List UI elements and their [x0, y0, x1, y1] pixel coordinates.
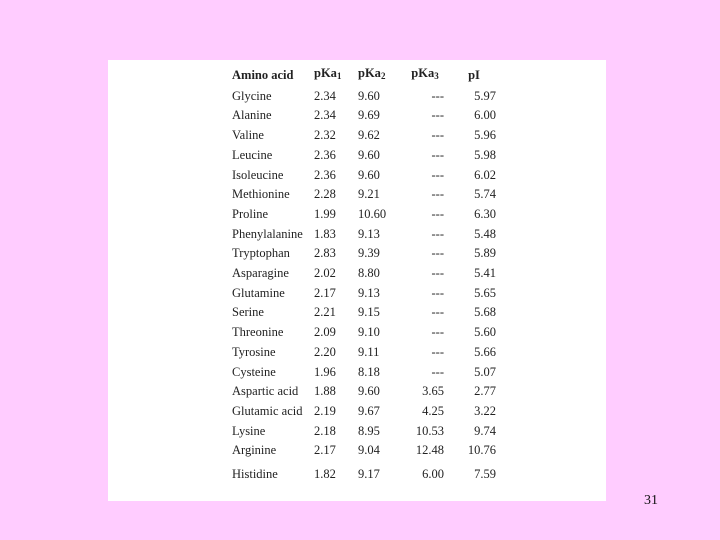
header-pi: pI	[468, 67, 480, 82]
cell-pka2: 10.60	[358, 206, 387, 221]
header-pka2-sub: 2	[380, 71, 386, 81]
table-header-row	[232, 64, 500, 87]
cell-pka3: 3.65	[422, 384, 444, 399]
cell-pka2: 9.67	[358, 403, 380, 418]
cell-pi: 6.02	[474, 167, 496, 182]
cell-pka2: 8.18	[358, 364, 380, 379]
cell-pi: 2.77	[474, 384, 496, 399]
table-row	[232, 303, 500, 323]
cell-pi: 10.76	[467, 443, 496, 458]
cell-pka1: 2.19	[314, 403, 336, 418]
cell-pka1: 1.82	[314, 467, 336, 482]
table-row	[232, 461, 500, 485]
cell-pka1: 1.88	[314, 384, 336, 399]
cell-pka2: 9.60	[358, 384, 380, 399]
cell-name: Aspartic acid	[232, 384, 299, 399]
cell-pka1: 1.99	[314, 206, 336, 221]
table-body	[232, 87, 500, 485]
cell-name: Phenylalanine	[232, 226, 303, 241]
cell-pka3: ---	[431, 266, 444, 281]
cell-name: Glycine	[232, 88, 272, 103]
cell-name: Serine	[232, 305, 264, 320]
cell-pka2: 9.69	[358, 108, 380, 123]
table-panel	[108, 60, 606, 501]
table-row	[232, 264, 500, 284]
cell-pka2: 9.21	[358, 187, 380, 202]
cell-name: Alanine	[232, 108, 272, 123]
header-pka2	[358, 64, 402, 87]
cell-pka1: 2.09	[314, 325, 336, 340]
cell-pka1: 1.83	[314, 226, 336, 241]
cell-name: Lysine	[232, 423, 266, 438]
cell-pka3: ---	[431, 167, 444, 182]
cell-pka1: 2.28	[314, 187, 336, 202]
cell-name: Glutamic acid	[232, 403, 303, 418]
cell-pka2: 9.60	[358, 88, 380, 103]
cell-pka2: 9.13	[358, 285, 380, 300]
cell-pi: 5.89	[474, 246, 496, 261]
cell-name: Methionine	[232, 187, 290, 202]
table-row	[232, 166, 500, 186]
cell-pka2: 9.17	[358, 467, 380, 482]
table-row	[232, 422, 500, 442]
cell-pka1: 2.36	[314, 167, 336, 182]
cell-pka1: 2.02	[314, 266, 336, 281]
header-pka3	[402, 64, 448, 87]
cell-pka1: 2.34	[314, 108, 336, 123]
cell-pi: 9.74	[474, 423, 496, 438]
cell-pka2: 9.15	[358, 305, 380, 320]
cell-pka3: ---	[431, 147, 444, 162]
cell-pka1: 2.21	[314, 305, 336, 320]
cell-pka3: ---	[431, 364, 444, 379]
header-pka1-base: pKa	[314, 66, 337, 80]
table-row	[232, 343, 500, 363]
cell-pka3: ---	[431, 325, 444, 340]
cell-pka1: 2.20	[314, 344, 336, 359]
table-row	[232, 382, 500, 402]
cell-pka1: 2.17	[314, 443, 336, 458]
cell-pi: 5.65	[474, 285, 496, 300]
cell-name: Valine	[232, 128, 264, 143]
cell-pi: 5.74	[474, 187, 496, 202]
cell-pka3: ---	[431, 206, 444, 221]
cell-name: Histidine	[232, 467, 278, 482]
header-pka1	[314, 64, 358, 87]
header-pka3-sub: 3	[434, 71, 439, 81]
table-row	[232, 106, 500, 126]
cell-pka3: ---	[431, 305, 444, 320]
cell-pka3: ---	[431, 226, 444, 241]
header-pka1-sub: 1	[336, 71, 342, 81]
cell-pi: 5.48	[474, 226, 496, 241]
table-row	[232, 441, 500, 461]
cell-name: Arginine	[232, 443, 277, 458]
header-amino-acid: Amino acid	[232, 67, 294, 82]
table-row	[232, 363, 500, 383]
header-pka3-base: pKa	[411, 66, 435, 80]
cell-pka3: 12.48	[415, 443, 444, 458]
cell-pka2: 9.39	[358, 246, 380, 261]
cell-pka2: 8.80	[358, 266, 380, 281]
cell-pka1: 2.32	[314, 128, 336, 143]
table-row	[232, 185, 500, 205]
cell-pi: 5.66	[474, 344, 496, 359]
cell-name: Glutamine	[232, 285, 285, 300]
slide-number: 31	[644, 493, 658, 508]
cell-pka1: 2.18	[314, 423, 336, 438]
cell-pka1: 2.36	[314, 147, 336, 162]
table-row	[232, 244, 500, 264]
cell-pka3: ---	[431, 88, 444, 103]
cell-pka3: ---	[431, 246, 444, 261]
cell-pi: 5.68	[474, 305, 496, 320]
amino-acid-pka-table	[232, 64, 500, 485]
header-pka2-base: pKa	[358, 66, 381, 80]
cell-pka3: 4.25	[422, 403, 444, 418]
cell-pi: 5.41	[474, 266, 496, 281]
table-row	[232, 87, 500, 107]
table-row	[232, 284, 500, 304]
cell-pka2: 9.04	[358, 443, 380, 458]
cell-name: Proline	[232, 206, 269, 221]
cell-name: Tryptophan	[232, 246, 290, 261]
cell-pka2: 9.60	[358, 147, 380, 162]
cell-name: Cysteine	[232, 364, 276, 379]
cell-pka2: 9.13	[358, 226, 380, 241]
cell-pka2: 8.95	[358, 423, 380, 438]
cell-pi: 6.30	[474, 206, 496, 221]
cell-pka2: 9.62	[358, 128, 380, 143]
table-row	[232, 402, 500, 422]
table-row	[232, 323, 500, 343]
cell-pka3: ---	[431, 344, 444, 359]
table-row	[232, 205, 500, 225]
cell-pka3: 10.53	[415, 423, 444, 438]
cell-pi: 5.60	[474, 325, 496, 340]
cell-pi: 7.59	[474, 467, 496, 482]
cell-name: Isoleucine	[232, 167, 284, 182]
cell-pi: 5.07	[474, 364, 496, 379]
cell-pi: 5.98	[474, 147, 496, 162]
cell-pi: 3.22	[474, 403, 496, 418]
cell-pka3: ---	[431, 285, 444, 300]
cell-pi: 6.00	[474, 108, 496, 123]
table-row	[232, 225, 500, 245]
cell-name: Tyrosine	[232, 344, 276, 359]
cell-pka3: ---	[431, 187, 444, 202]
table-row	[232, 126, 500, 146]
cell-name: Leucine	[232, 147, 273, 162]
cell-pka1: 2.34	[314, 88, 336, 103]
cell-pka2: 9.60	[358, 167, 380, 182]
cell-pka1: 2.17	[314, 285, 336, 300]
cell-name: Asparagine	[232, 266, 289, 281]
cell-pi: 5.97	[474, 88, 496, 103]
cell-pka3: ---	[431, 108, 444, 123]
cell-pka1: 1.96	[314, 364, 336, 379]
cell-pka2: 9.10	[358, 325, 380, 340]
cell-pi: 5.96	[474, 128, 496, 143]
table-row	[232, 146, 500, 166]
cell-pka3: 6.00	[422, 467, 444, 482]
cell-name: Threonine	[232, 325, 284, 340]
cell-pka3: ---	[431, 128, 444, 143]
cell-pka2: 9.11	[358, 344, 380, 359]
cell-pka1: 2.83	[314, 246, 336, 261]
